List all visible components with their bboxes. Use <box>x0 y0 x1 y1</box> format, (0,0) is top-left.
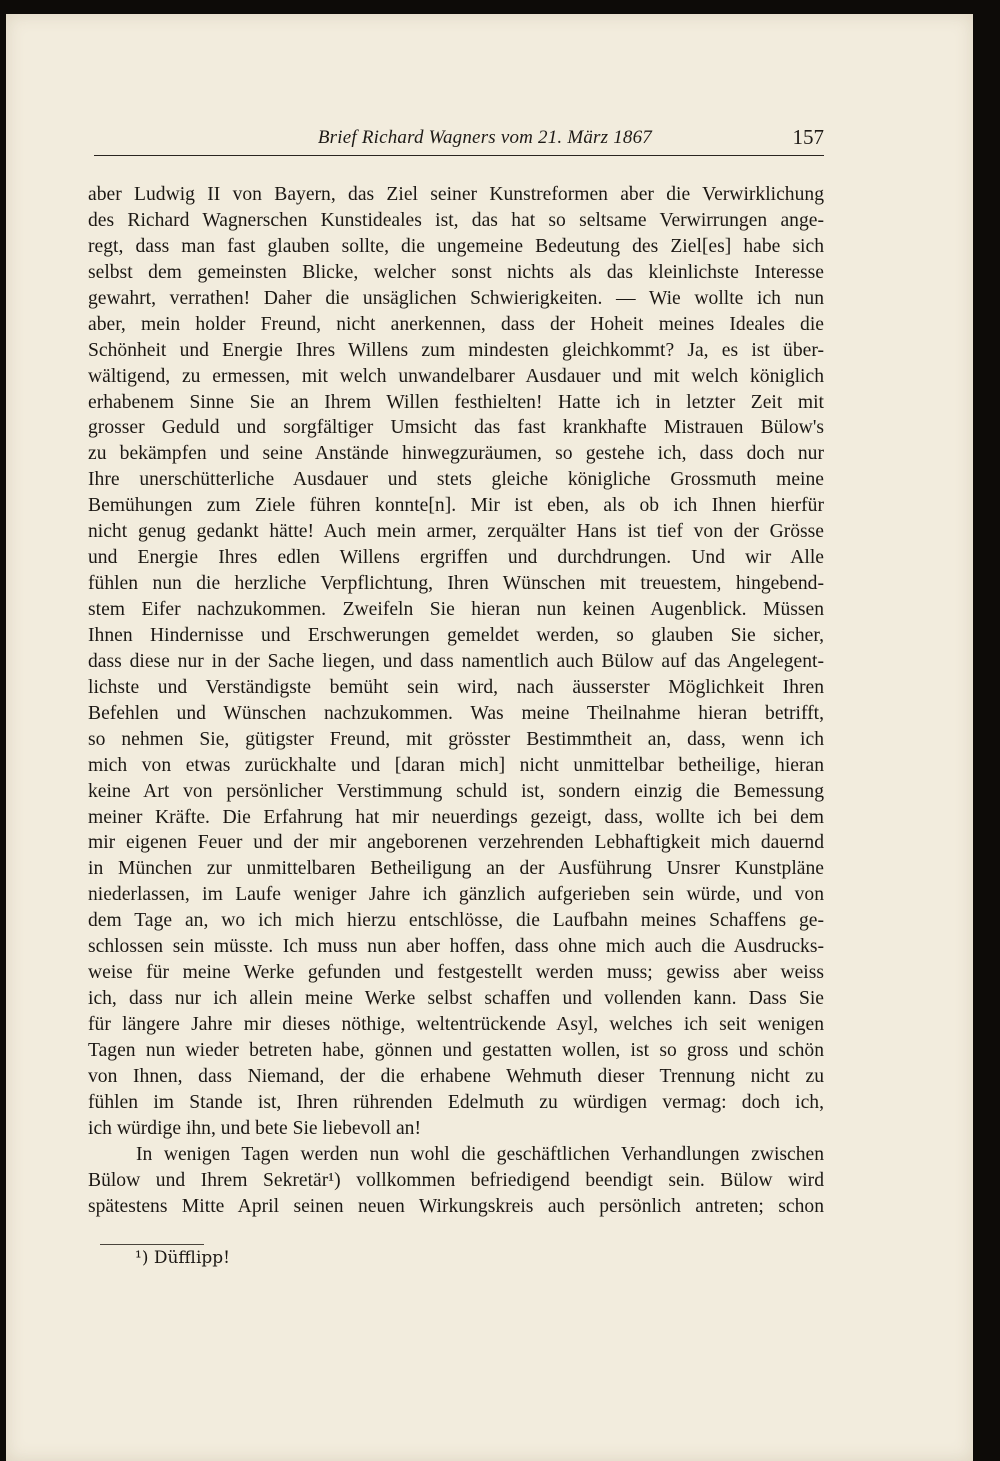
text-line: Schönheit und Energie Ihres Willens zum mindesten gleichkommt? Ja, es ist über- <box>88 339 824 361</box>
text-line: in München zur unmittelbaren Betheiligung an der Ausführung Unsrer Kunstpläne <box>88 858 824 880</box>
text-line: aber Ludwig II von Bayern, das Ziel seiner Kunstreformen aber die Verwirklichung <box>88 184 824 205</box>
text-line: Bemühungen zum Ziele führen konnte[n]. Mir ist eben, als ob ich Ihnen hierfür <box>88 495 824 517</box>
text-line: erhabenem Sinne Sie an Ihrem Willen festhielten! Hatte ich in letzter Zeit mit <box>88 391 824 413</box>
body-text <box>88 182 824 1220</box>
text-line: Tagen nun wieder betreten habe, gönnen und gestatten wollen, ist so gross und schön <box>88 1039 824 1061</box>
text-line: selbst dem gemeinsten Blicke, welcher sonst nichts als das kleinlichste Interesse <box>88 261 824 283</box>
text-line: stem Eifer nachzukommen. Zweifeln Sie hieran nun keinen Augenblick. Müssen <box>88 599 824 620</box>
text-line: aber, mein holder Freund, nicht anerkennen, dass der Hoheit meines Ideales die <box>88 313 824 335</box>
text-line: fühlen im Stande ist, Ihren rührenden Edelmuth zu würdigen vermag: doch ich, <box>88 1091 824 1113</box>
text-line: für längere Jahre mir dieses nöthige, weltentrückende Asyl, welches ich seit wenigen <box>88 1014 824 1035</box>
text-line: mich von etwas zurückhalte und [daran mich] nicht unmittelbar betheilige, hieran <box>88 754 824 776</box>
text-line: regt, dass man fast glauben sollte, die ungemeine Bedeutung des Ziel[es] habe sich <box>88 235 824 257</box>
text-line: lichste und Verständigste bemüht sein wird, nach äusserster Möglichkeit Ihren <box>88 676 824 698</box>
text-line: mir eigenen Feuer und der mir angeborenen verzehrenden Lebhaftigkeit mich dauernd <box>88 832 824 854</box>
text-line: zu bekämpfen und seine Anstände hinwegzuräumen, so gestehe ich, dass doch nur <box>88 443 824 465</box>
text-line: so nehmen Sie, gütigster Freund, mit grösster Bestimmtheit an, dass, wenn ich <box>88 728 824 750</box>
text-line: von Ihnen, dass Niemand, der die erhabene Wehmuth dieser Trennung nicht zu <box>88 1065 824 1087</box>
text-line: Bülow und Ihrem Sekretär¹) vollkommen befriedigend beendigt sein. Bülow wird <box>88 1169 824 1191</box>
text-line: Ihnen Hindernisse und Erschwerungen gemeldet werden, so glauben Sie sicher, <box>88 624 824 646</box>
text-line: Befehlen und Wünschen nachzukommen. Was meine Theilnahme hieran betrifft, <box>88 702 824 724</box>
text-line: nicht genug gedankt hätte! Auch mein armer, zerquälter Hans ist tief von der Grösse <box>88 521 824 543</box>
text-line: spätestens Mitte April seinen neuen Wirkungskreis auch persönlich antreten; schon <box>88 1195 824 1217</box>
text-line: dass diese nur in der Sache liegen, und dass namentlich auch Bülow auf das Angelegent- <box>88 650 824 672</box>
footnote: ¹) Düfflipp! <box>135 1248 230 1268</box>
text-line: dem Tage an, wo ich mich hierzu entschlösse, die Laufbahn meines Schaffens ge- <box>88 910 824 932</box>
text-line: keine Art von persönlicher Verstimmung schuld ist, sondern einzig die Bemessung <box>88 780 824 802</box>
text-line: gewahrt, verrathen! Daher die unsäglichen Schwierigkeiten. — Wie wollte ich nun <box>88 287 824 309</box>
text-line: weise für meine Werke gefunden und festgestellt werden muss; gewiss aber weiss <box>88 962 824 984</box>
text-line: niederlassen, im Laufe weniger Jahre ich gänzlich aufgerieben sein würde, und von <box>88 884 824 906</box>
text-line: wältigend, zu ermessen, mit welch unwandelbarer Ausdauer und mit welch königlich <box>88 365 824 387</box>
text-line: ich, dass nur ich allein meine Werke selbst schaffen und vollenden kann. Dass Sie <box>88 988 824 1010</box>
text-line: grosser Geduld und sorgfältiger Umsicht das fast krankhafte Mistrauen Bülow's <box>88 417 824 439</box>
paragraph-start-line: In wenigen Tagen werden nun wohl die geschäftlichen Verhandlungen zwischen <box>136 1143 824 1165</box>
page-number: 157 <box>792 125 824 149</box>
text-line: schlossen sein müsste. Ich muss nun aber hoffen, dass ohne mich auch die Ausdrucks- <box>88 936 824 958</box>
running-header <box>94 119 824 156</box>
running-title: Brief Richard Wagners vom 21. März 1867 <box>317 127 652 148</box>
text-line: Ihre unerschütterliche Ausdauer und stets gleiche königliche Grossmuth meine <box>88 469 824 491</box>
text-line: fühlen nun die herzliche Verpflichtung, Ihren Wünschen mit treuestem, hingebend- <box>88 573 824 595</box>
text-line: des Richard Wagnerschen Kunstideales ist, das hat so seltsame Verwirrungen ange- <box>88 209 824 231</box>
text-line: und Energie Ihres edlen Willens ergriffen und durchdrungen. Und wir Alle <box>88 547 824 569</box>
paragraph-end-line: ich würdige ihn, und bete Sie liebevoll an! <box>88 1117 422 1139</box>
text-line: meiner Kräfte. Die Erfahrung hat mir neuerdings gezeigt, dass, wollte ich bei dem <box>88 806 824 828</box>
